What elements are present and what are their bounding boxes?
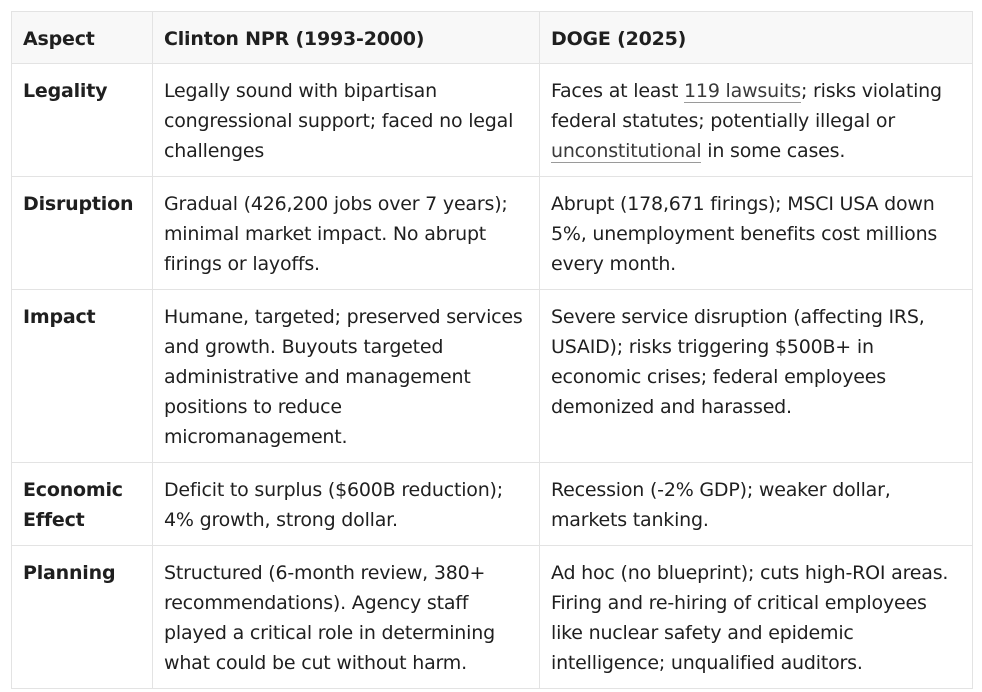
doge-text-segment: in some cases. [701,140,846,162]
table-row-planning [12,546,973,689]
clinton-cell: Deficit to surplus ($600B reduction); 4% growth, strong dollar. [153,463,540,546]
clinton-cell: Legally sound with bipartisan congressional support; faced no legal challenges [153,64,540,177]
table-row-disruption [12,177,973,290]
header-clinton-npr: Clinton NPR (1993-2000) [153,12,540,64]
doge-cell: Recession (-2% GDP); weaker dollar, markets tanking. [540,463,973,546]
table-row-impact [12,290,973,463]
clinton-cell: Structured (6-month review, 380+ recommendations). Agency staff played a critical role in determining what could be cut without harm. [153,546,540,689]
table-header [12,12,973,64]
doge-cell [540,64,973,177]
doge-text-segment: Faces at least [551,80,685,102]
header-aspect: Aspect [12,12,153,64]
table-body [12,64,973,689]
lawsuits-link[interactable]: 119 lawsuits [684,80,801,102]
header-row [12,12,973,64]
aspect-cell: Impact [12,290,153,463]
unconstitutional-link[interactable]: unconstitutional [551,140,702,162]
aspect-cell: Planning [12,546,153,689]
table-row-economic-effect [12,463,973,546]
clinton-cell: Humane, targeted; preserved services and growth. Buyouts targeted administrative and management positions to reduce micromanagement. [153,290,540,463]
doge-text-segment: ; risks violating federal statutes; potentially illegal or [551,80,942,132]
table-row-legality [12,64,973,177]
doge-cell: Abrupt (178,671 firings); MSCI USA down 5%, unemployment benefits cost millions every month. [540,177,973,290]
header-doge: DOGE (2025) [540,12,973,64]
aspect-cell: Economic Effect [12,463,153,546]
doge-cell: Severe service disruption (affecting IRS, USAID); risks triggering $500B+ in economic crises; federal employees demonized and harassed. [540,290,973,463]
clinton-cell: Gradual (426,200 jobs over 7 years); minimal market impact. No abrupt firings or layoffs. [153,177,540,290]
aspect-cell: Legality [12,64,153,177]
aspect-cell: Disruption [12,177,153,290]
doge-cell: Ad hoc (no blueprint); cuts high-ROI areas. Firing and re-hiring of critical employees like nuclear safety and epidemic intelligence; unqualified auditors. [540,546,973,689]
comparison-table [11,11,973,689]
